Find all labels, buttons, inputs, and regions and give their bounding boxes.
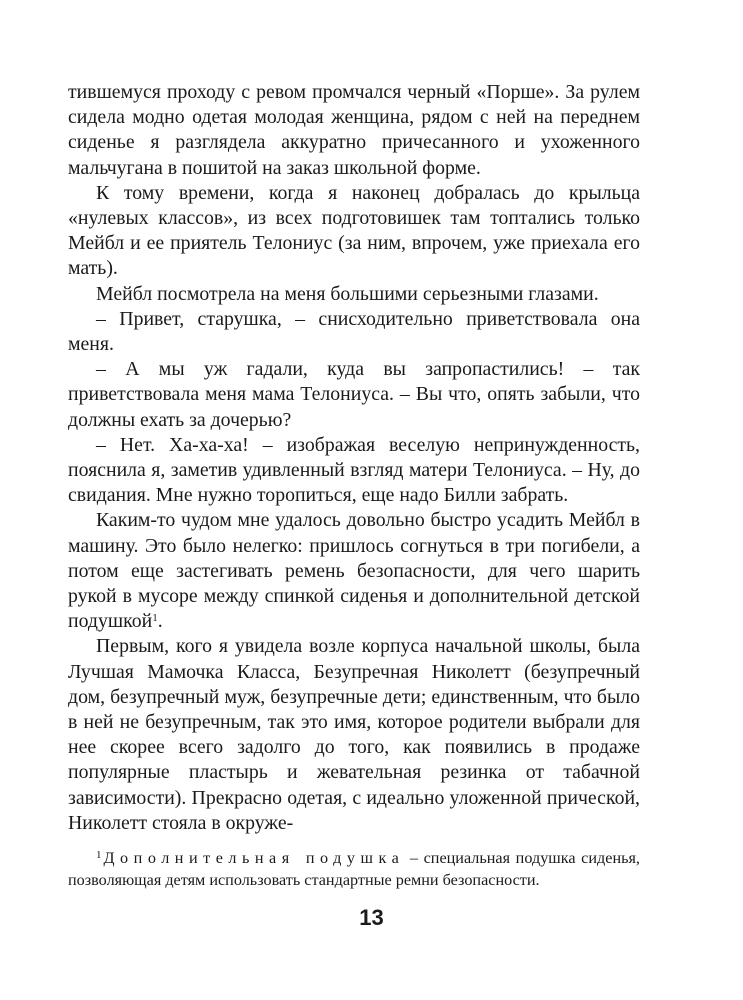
paragraph: тившемуся проходу с ревом промчался черный «Порше». За рулем сидела модно одетая молодая женщина, рядом с ней на переднем сиденье я разглядела аккуратно причесанного и ухоженного мальчугана в пошитой на заказ школьной форме.	[68, 81, 640, 179]
footnote	[68, 848, 640, 891]
footnote-term: Дополнительная подушка	[103, 849, 405, 867]
paragraph: – Нет. Ха-ха-ха! – изображая веселую непринужденность, пояснила я, заметив удивленный взгляд матери Телониуса. – Ну, до свидания. Мне нужно торопиться, еще надо Билли забрать.	[68, 433, 640, 507]
paragraph: – А мы уж гадали, куда вы запропастились! – так приветствовала меня мама Телониуса. – Вы что, опять забыли, что должны ехать за дочерью?	[68, 358, 640, 431]
paragraph: Первым, кого я увидела возле корпуса начальной школы, была Лучшая Мамочка Класса, Безупречная Николетт (безупречный дом, безупречный муж, безупречные дети; единственным, что было в ней не безупречным, так это имя, которое родители выбрали для нее скорее всего задолго до того, как появились в продаже популярные пластырь и жевательная резинка от табачной зависимости). Прекрасно одетая, с идеально уложенной прической, Николетт стояла в окруже-	[68, 635, 640, 834]
paragraph-with-footnote: Каким-то чудом мне удалось довольно быстро усадить Мейбл в машину. Это было нелегко: пришлось согнуться в три погибели, а потом еще застегивать ремень безопасности, для чего шарить рукой в мусоре между спинкой сиденья и дополнительной детской подушкой$^1$.	[68, 509, 640, 633]
paragraph: Мейбл посмотрела на меня большими серьезными глазами.	[96, 282, 599, 305]
footnote-text: – специальная подушка сиденья, позволяющая детям использовать стандартные ремни безопасности.	[68, 849, 640, 889]
footnote-reference[interactable]: 1	[152, 612, 158, 625]
body-text	[68, 80, 640, 836]
paragraph: К тому времени, когда я наконец добралась до крыльца «нулевых классов», из всех подготовишек там топтались только Мейбл и ее приятель Телониус (за ним, впрочем, уже приехала его мать).	[68, 181, 640, 280]
footnote-number: 1	[96, 849, 102, 862]
page-number: 13	[359, 905, 384, 930]
paragraph: – Привет, старушка, – снисходительно приветствовала она меня.	[68, 307, 640, 356]
paragraph-text: Каким-то чудом мне удалось довольно быстро усадить Мейбл в машину. Это было нелегко: пришлось согнуться в три погибели, а потом еще застегивать ремень безопасности, для чего шарить рукой в мусоре между спинкой сиденья и дополнительной детской подушкой	[68, 509, 640, 633]
